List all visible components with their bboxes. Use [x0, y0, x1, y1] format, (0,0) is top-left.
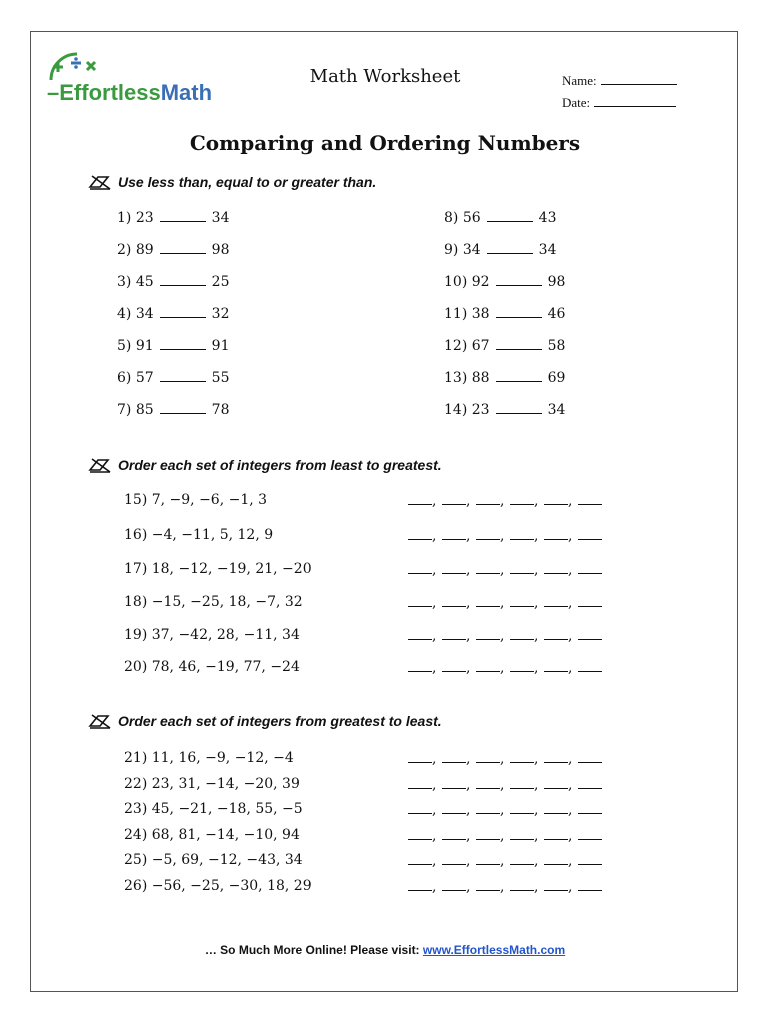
value-b: 98 [211, 242, 230, 258]
value-a: 92 [471, 274, 490, 290]
answer-blank[interactable] [476, 854, 500, 865]
answer-blank[interactable] [476, 829, 500, 840]
comparison-problem [444, 370, 565, 386]
answer-blank[interactable] [160, 211, 206, 222]
value-a: 34 [462, 242, 481, 258]
answer-blank[interactable] [442, 752, 466, 763]
name-label: Name: [562, 73, 597, 88]
answer-blank[interactable] [544, 752, 568, 763]
pencil-paper-icon [88, 713, 112, 729]
pencil-paper-icon [88, 457, 112, 473]
ordering-problem [124, 750, 294, 766]
answer-blanks[interactable]: , , , , , [408, 595, 602, 611]
ordering-problem [124, 627, 300, 643]
answer-blank[interactable] [578, 829, 602, 840]
footer-text: … So Much More Online! Please visit: [204, 943, 420, 957]
logo-word-effortless: Effortless [59, 80, 161, 105]
value-a: 88 [471, 370, 490, 386]
date-blank[interactable] [594, 94, 676, 107]
answer-blanks[interactable]: , , , , , [408, 528, 602, 544]
problem-number: 22) [124, 776, 148, 792]
page-title: Comparing and Ordering Numbers [189, 131, 581, 155]
problem-number: 18) [124, 594, 148, 610]
answer-blank[interactable] [476, 596, 500, 607]
answer-blank[interactable] [578, 661, 602, 672]
answer-blanks[interactable]: , , , , , [408, 802, 602, 818]
answer-blank[interactable] [496, 307, 542, 318]
name-field[interactable] [562, 72, 677, 89]
ordering-problem [124, 801, 303, 817]
integer-set: −5, 69, −12, −43, 34 [151, 852, 303, 868]
answer-blank[interactable] [578, 778, 602, 789]
value-b: 91 [211, 338, 230, 354]
answer-blank[interactable] [487, 211, 533, 222]
answer-blank[interactable] [578, 563, 602, 574]
answer-blank[interactable] [476, 563, 500, 574]
answer-blank[interactable] [510, 529, 534, 540]
integer-set: 18, −12, −19, 21, −20 [151, 561, 312, 577]
answer-blank[interactable] [160, 243, 206, 254]
answer-blank[interactable] [578, 494, 602, 505]
answer-blank[interactable] [544, 880, 568, 891]
answer-blank[interactable] [476, 752, 500, 763]
comparison-problem [117, 306, 229, 322]
answer-blank[interactable] [510, 803, 534, 814]
value-b: 55 [211, 370, 230, 386]
answer-blank[interactable] [408, 563, 432, 574]
answer-blank[interactable] [476, 778, 500, 789]
integer-set: 45, −21, −18, 55, −5 [151, 801, 303, 817]
answer-blank[interactable] [442, 596, 466, 607]
answer-blank[interactable] [510, 629, 534, 640]
problem-number: 7) [117, 402, 132, 418]
value-b: 25 [211, 274, 230, 290]
answer-blank[interactable] [408, 854, 432, 865]
integer-set: 37, −42, 28, −11, 34 [151, 627, 300, 643]
problem-number: 24) [124, 827, 148, 843]
problem-number: 12) [444, 338, 468, 354]
problem-number: 11) [444, 306, 468, 322]
answer-blank[interactable] [408, 661, 432, 672]
comparison-problem [444, 402, 565, 418]
ordering-problem [124, 594, 303, 610]
problem-number: 26) [124, 878, 148, 894]
answer-blank[interactable] [578, 529, 602, 540]
value-b: 32 [211, 306, 230, 322]
problem-number: 2) [117, 242, 132, 258]
value-a: 23 [471, 402, 490, 418]
answer-blank[interactable] [408, 803, 432, 814]
problem-number: 14) [444, 402, 468, 418]
answer-blank[interactable] [544, 661, 568, 672]
section3-instruction-text: Order each set of integers from greatest to least. [118, 713, 442, 729]
answer-blank[interactable] [510, 752, 534, 763]
problem-number: 15) [124, 492, 148, 508]
problem-number: 1) [117, 210, 132, 226]
comparison-problem [444, 274, 565, 290]
answer-blanks[interactable]: , , , , , [408, 660, 602, 676]
ordering-problem [124, 827, 300, 843]
answer-blanks[interactable]: , , , , , [408, 853, 602, 869]
answer-blank[interactable] [442, 803, 466, 814]
date-field[interactable] [562, 94, 676, 111]
answer-blank[interactable] [160, 371, 206, 382]
answer-blank[interactable] [476, 629, 500, 640]
problem-number: 10) [444, 274, 468, 290]
answer-blank[interactable] [442, 661, 466, 672]
answer-blank[interactable] [578, 803, 602, 814]
answer-blank[interactable] [160, 307, 206, 318]
answer-blank[interactable] [544, 854, 568, 865]
answer-blank[interactable] [476, 661, 500, 672]
value-a: 23 [135, 210, 154, 226]
answer-blank[interactable] [544, 803, 568, 814]
answer-blank[interactable] [442, 529, 466, 540]
value-b: 34 [211, 210, 230, 226]
problem-number: 9) [444, 242, 459, 258]
answer-blank[interactable] [476, 880, 500, 891]
answer-blank[interactable] [442, 629, 466, 640]
problem-number: 23) [124, 801, 148, 817]
ordering-problem [124, 527, 273, 543]
problem-number: 6) [117, 370, 132, 386]
answer-blank[interactable] [442, 854, 466, 865]
answer-blank[interactable] [544, 778, 568, 789]
problem-number: 3) [117, 274, 132, 290]
answer-blank[interactable] [442, 829, 466, 840]
answer-blank[interactable] [160, 339, 206, 350]
answer-blank[interactable] [408, 529, 432, 540]
answer-blank[interactable] [578, 596, 602, 607]
footer-link[interactable]: www.EffortlessMath.com [422, 943, 566, 957]
comparison-problem [444, 338, 565, 354]
answer-blanks[interactable]: , , , , , [408, 879, 602, 895]
ordering-problem [124, 659, 300, 675]
answer-blank[interactable] [408, 596, 432, 607]
answer-blank[interactable] [578, 880, 602, 891]
answer-blank[interactable] [476, 529, 500, 540]
answer-blank[interactable] [544, 494, 568, 505]
problem-number: 20) [124, 659, 148, 675]
problem-number: 8) [444, 210, 459, 226]
ordering-problem [124, 492, 267, 508]
answer-blank[interactable] [442, 563, 466, 574]
answer-blank[interactable] [496, 403, 542, 414]
answer-blank[interactable] [408, 778, 432, 789]
answer-blank[interactable] [510, 778, 534, 789]
answer-blank[interactable] [510, 661, 534, 672]
integer-set: 11, 16, −9, −12, −4 [151, 750, 294, 766]
logo-word-math: Math [160, 80, 213, 105]
answer-blank[interactable] [442, 494, 466, 505]
answer-blank[interactable] [408, 752, 432, 763]
answer-blank[interactable] [510, 880, 534, 891]
integer-set: 7, −9, −6, −1, 3 [151, 492, 268, 508]
value-b: 78 [211, 402, 230, 418]
value-b: 98 [547, 274, 566, 290]
answer-blanks[interactable]: , , , , , [408, 628, 602, 644]
answer-blank[interactable] [160, 403, 206, 414]
ordering-problem [124, 561, 312, 577]
problem-number: 13) [444, 370, 468, 386]
comparison-problem [444, 210, 556, 226]
answer-blank[interactable] [160, 275, 206, 286]
value-b: 46 [547, 306, 566, 322]
answer-blank[interactable] [442, 778, 466, 789]
problem-number: 25) [124, 852, 148, 868]
comparison-problem [117, 274, 229, 290]
integer-set: −15, −25, 18, −7, 32 [151, 594, 303, 610]
answer-blank[interactable] [544, 563, 568, 574]
answer-blank[interactable] [496, 339, 542, 350]
section3-instruction [88, 713, 442, 729]
value-a: 89 [135, 242, 154, 258]
comparison-problem [117, 402, 229, 418]
integer-set: 68, 81, −14, −10, 94 [151, 827, 300, 843]
answer-blank[interactable] [510, 829, 534, 840]
value-a: 67 [471, 338, 490, 354]
section1-instruction [88, 174, 376, 190]
answer-blank[interactable] [510, 563, 534, 574]
answer-blanks[interactable]: , , , , , [408, 777, 602, 793]
comparison-problem [117, 210, 229, 226]
value-a: 45 [135, 274, 154, 290]
ordering-problem [124, 878, 312, 894]
value-a: 57 [135, 370, 154, 386]
value-a: 56 [462, 210, 481, 226]
answer-blanks[interactable]: , , , , , [408, 493, 602, 509]
problem-number: 5) [117, 338, 132, 354]
value-a: 38 [471, 306, 490, 322]
logo-wordmark: –EffortlessMath [47, 80, 213, 105]
comparison-problem [444, 242, 556, 258]
value-b: 58 [547, 338, 566, 354]
answer-blank[interactable] [510, 494, 534, 505]
value-a: 91 [135, 338, 154, 354]
value-b: 34 [547, 402, 566, 418]
answer-blank[interactable] [442, 880, 466, 891]
integer-set: 23, 31, −14, −20, 39 [151, 776, 300, 792]
answer-blank[interactable] [408, 629, 432, 640]
answer-blank[interactable] [496, 371, 542, 382]
answer-blanks[interactable]: , , , , , [408, 828, 602, 844]
ordering-problem [124, 776, 300, 792]
footer [0, 943, 770, 957]
answer-blank[interactable] [408, 494, 432, 505]
answer-blanks[interactable]: , , , , , [408, 751, 602, 767]
comparison-problem [117, 242, 229, 258]
answer-blank[interactable] [476, 803, 500, 814]
section1-instruction-text: Use less than, equal to or greater than. [118, 174, 377, 190]
value-b: 69 [547, 370, 566, 386]
integer-set: 78, 46, −19, 77, −24 [151, 659, 300, 675]
answer-blank[interactable] [476, 494, 500, 505]
comparison-problem [444, 306, 565, 322]
comparison-problem [117, 338, 229, 354]
pencil-paper-icon [88, 174, 112, 190]
worksheet-title: Math Worksheet [309, 66, 461, 87]
name-blank[interactable] [601, 72, 677, 85]
value-b: 43 [538, 210, 557, 226]
ordering-problem [124, 852, 303, 868]
answer-blanks[interactable]: , , , , , [408, 562, 602, 578]
answer-blank[interactable] [408, 880, 432, 891]
answer-blank[interactable] [578, 752, 602, 763]
answer-blank[interactable] [496, 275, 542, 286]
answer-blank[interactable] [510, 596, 534, 607]
integer-set: −56, −25, −30, 18, 29 [151, 878, 312, 894]
problem-number: 4) [117, 306, 132, 322]
answer-blank[interactable] [578, 629, 602, 640]
section2-instruction-text: Order each set of integers from least to greatest. [118, 457, 442, 473]
value-a: 85 [135, 402, 154, 418]
date-label: Date: [562, 95, 591, 110]
section2-instruction [88, 457, 442, 473]
integer-set: −4, −11, 5, 12, 9 [151, 527, 274, 543]
comparison-problem [117, 370, 229, 386]
value-b: 34 [538, 242, 557, 258]
answer-blank[interactable] [544, 629, 568, 640]
answer-blank[interactable] [544, 829, 568, 840]
problem-number: 17) [124, 561, 148, 577]
answer-blank[interactable] [510, 854, 534, 865]
value-a: 34 [135, 306, 154, 322]
answer-blank[interactable] [544, 529, 568, 540]
problem-number: 19) [124, 627, 148, 643]
answer-blank[interactable] [487, 243, 533, 254]
problem-number: 16) [124, 527, 148, 543]
problem-number: 21) [124, 750, 148, 766]
answer-blank[interactable] [544, 596, 568, 607]
answer-blank[interactable] [578, 854, 602, 865]
answer-blank[interactable] [408, 829, 432, 840]
